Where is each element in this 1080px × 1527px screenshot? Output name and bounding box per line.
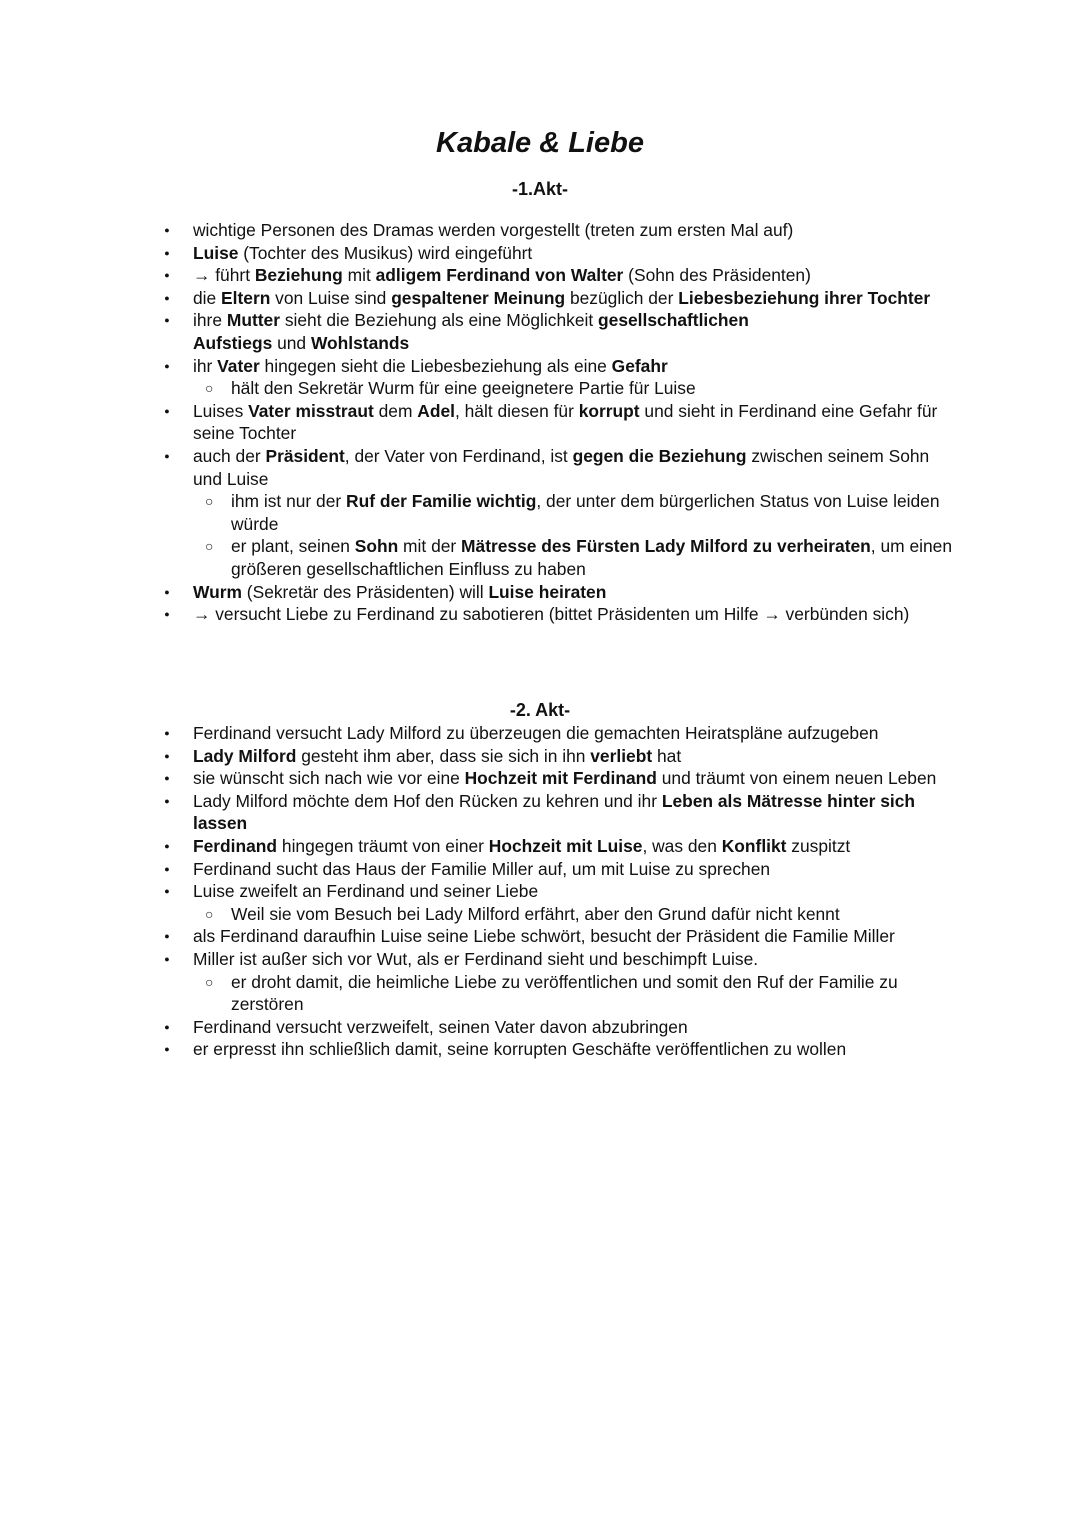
sub-list-item: [205, 535, 963, 580]
text-run: hält den Sekretär Wurm für eine geeignetere Partie für Luise: [231, 378, 696, 399]
bold-text: gesellschaftlichen: [598, 310, 749, 331]
bullet-dot-icon: ●: [164, 247, 170, 258]
bold-text: Gefahr: [611, 355, 668, 376]
text-run: Luises: [193, 400, 249, 421]
list-item-text: [193, 310, 749, 353]
text-run: Luise zweifelt an Ferdinand und seiner Liebe: [193, 881, 539, 902]
bullet-dot-icon: ●: [164, 750, 170, 761]
list-item: [164, 1016, 963, 1039]
bullet-dot-icon: ●: [164, 863, 170, 874]
bullet-dot-icon: ●: [164, 953, 170, 964]
bullet-dot-icon: ●: [164, 931, 170, 942]
list-item-text: [193, 446, 929, 489]
bold-text: Wohlstands: [310, 332, 410, 353]
text-run: und träumt von einem neuen Leben: [656, 768, 937, 789]
bold-text: Luise heiraten: [488, 581, 607, 602]
text-run: sie wünscht sich nach wie vor eine: [193, 768, 465, 789]
text-run: als Ferdinand daraufhin Luise seine Liebe schwört, besucht der Präsident die Familie Miller: [193, 926, 895, 947]
text-run: , der Vater von Ferdinand, ist: [344, 445, 573, 466]
text-run: , der unter dem bürgerlichen Status von Luise leiden würde: [231, 491, 940, 534]
bullet-dot-icon: ●: [164, 840, 170, 851]
text-run: hingegen träumt von einer: [277, 835, 489, 856]
text-run: ihm ist nur der: [231, 491, 347, 512]
text-run: Ferdinand versucht Lady Milford zu überzeugen die gemachten Heiratspläne aufzugeben: [193, 723, 879, 743]
text-run: wichtige Personen des Dramas werden vorgestellt (treten zum ersten Mal auf): [193, 220, 794, 240]
text-run: mit: [342, 265, 376, 286]
sub-list-item-text: [231, 378, 696, 398]
text-run: dem: [373, 400, 418, 421]
text-run: von Luise sind: [270, 287, 392, 308]
text-run: zuspitzt: [786, 835, 851, 856]
list-item: [164, 1038, 963, 1061]
bold-text: Beziehung: [254, 265, 343, 286]
text-run: , um einen größeren gesellschaftlichen Einfluss zu haben: [231, 536, 953, 579]
list-item: [164, 309, 963, 354]
bullet-circle-icon: ○: [205, 538, 214, 555]
text-run: (Tochter des Musikus) wird eingeführt: [238, 242, 533, 263]
text-run: (Sekretär des Präsidenten) will: [241, 581, 489, 602]
bullet-circle-icon: ○: [205, 380, 214, 397]
sub-list: [193, 377, 963, 400]
bullet-dot-icon: ●: [164, 1021, 170, 1032]
list-item: [164, 445, 963, 581]
text-run: Ferdinand versucht verzweifelt, seinen Vater davon abzubringen: [193, 1016, 688, 1037]
sub-list-item-text: [231, 972, 898, 1015]
sub-list: [193, 490, 963, 580]
list-item-text: [193, 220, 793, 240]
text-run: Lady Milford möchte dem Hof den Rücken zu kehren und ihr: [193, 790, 662, 811]
bold-text: Sohn: [354, 536, 399, 557]
text-run: Miller ist außer sich vor Wut, als er Ferdinand sieht und beschimpft Luise.: [193, 948, 759, 969]
bold-text: Liebesbeziehung ihrer Tochter: [678, 287, 931, 308]
list-item-text: [193, 881, 538, 901]
bullet-dot-icon: ●: [164, 225, 170, 235]
bold-text: Hochzeit mit Luise: [488, 835, 643, 856]
sub-list-item-text: [231, 536, 952, 579]
sub-list-item: [205, 377, 963, 400]
page-title: Kabale & Liebe: [436, 127, 644, 159]
bold-text: Ruf der Familie wichtig: [346, 491, 537, 512]
list-item-text: [193, 265, 811, 285]
section-heading-akt-2: -2. Akt-: [509, 700, 571, 720]
text-run: , was den: [642, 835, 722, 856]
bold-text: Präsident: [265, 445, 345, 466]
list-item-text: [193, 243, 532, 263]
list-item-text: [193, 356, 668, 376]
sub-list-item: [205, 971, 963, 1016]
bullet-dot-icon: ●: [164, 315, 170, 326]
text-run: er erpresst ihn schließlich damit, seine korrupten Geschäfte veröffentlichen zu wollen: [193, 1039, 847, 1060]
list-item-text: [193, 604, 909, 624]
bold-text: Konflikt: [721, 835, 787, 856]
bold-text: Vater: [217, 355, 260, 376]
bullet-dot-icon: ●: [164, 292, 170, 303]
bold-text: Wurm: [193, 581, 242, 602]
text-run: und: [272, 332, 311, 353]
bold-text: Hochzeit mit Ferdinand: [464, 768, 657, 789]
text-run: und sieht in Ferdinand eine Gefahr für seine Tochter: [193, 400, 938, 444]
bullet-dot-icon: ●: [164, 450, 170, 461]
list-item-text: [193, 723, 878, 743]
text-run: ihre: [193, 310, 227, 331]
list-item: [164, 603, 963, 626]
bold-text: adligem Ferdinand von Walter: [375, 265, 624, 286]
bullet-dot-icon: ●: [164, 773, 170, 784]
text-run: die: [193, 287, 222, 308]
sub-list: [193, 903, 963, 926]
text-run: , hält diesen für: [454, 400, 579, 421]
list-item: [164, 242, 963, 265]
bold-text: Lady Milford: [193, 745, 297, 766]
list-item-text: [193, 288, 930, 308]
sub-list-item: [205, 903, 963, 926]
list-item-text: [193, 582, 606, 602]
list-item: [164, 219, 963, 242]
bold-text: Eltern: [221, 287, 271, 308]
list-item: [164, 858, 963, 881]
bold-text: Vater misstraut: [248, 400, 374, 421]
bold-text: korrupt: [578, 400, 640, 421]
text-run: gesteht ihm aber, dass sie sich in ihn: [296, 745, 591, 766]
list-item: [164, 880, 963, 925]
text-run: hat: [652, 745, 682, 766]
list-item-text: [193, 836, 850, 856]
list-item: [164, 767, 963, 790]
text-run: Ferdinand sucht das Haus der Familie Miller auf, um mit Luise zu sprechen: [193, 858, 771, 879]
bullet-list-akt-2: [164, 722, 963, 1061]
bullet-dot-icon: ●: [164, 728, 170, 738]
bullet-circle-icon: ○: [205, 905, 214, 922]
bold-text: verliebt: [590, 745, 653, 766]
bullet-dot-icon: ●: [164, 405, 170, 416]
list-item: [164, 790, 963, 835]
text-run: bezüglich der: [565, 287, 679, 308]
text-run: → versucht Liebe zu Ferdinand zu sabotieren (bittet Präsidenten um Hilfe → verbünden sich): [193, 604, 910, 625]
bold-text: Adel: [417, 400, 455, 421]
bold-text: gegen die Beziehung: [572, 445, 747, 466]
list-item: [164, 722, 963, 745]
bold-text: gespaltener Meinung: [391, 287, 566, 308]
bold-text: Luise: [193, 242, 239, 263]
text-run: hingegen sieht die Liebesbeziehung als eine: [259, 355, 612, 376]
list-item: [164, 745, 963, 768]
list-item: [164, 835, 963, 858]
text-run: (Sohn des Präsidenten): [623, 265, 811, 286]
bold-text: Mätresse des Fürsten Lady Milford zu verheiraten: [461, 536, 871, 557]
bold-text: Aufstiegs: [193, 332, 273, 353]
list-item: [164, 925, 963, 948]
text-run: auch der: [193, 445, 266, 466]
list-item-text: [193, 949, 758, 969]
bullet-dot-icon: ●: [164, 609, 170, 620]
bullet-dot-icon: ●: [164, 360, 170, 371]
list-item-text: [193, 746, 681, 766]
text-run: sieht die Beziehung als eine Möglichkeit: [279, 310, 599, 331]
sub-list: [193, 971, 963, 1016]
list-item-text: [193, 768, 936, 788]
list-item: [164, 581, 963, 604]
list-item: [164, 287, 963, 310]
list-item: [164, 355, 963, 400]
list-item-text: [193, 1039, 846, 1059]
bullet-list-akt-1: [164, 219, 963, 626]
bullet-dot-icon: ●: [164, 1044, 170, 1055]
list-item-text: [193, 1017, 688, 1037]
sub-list-item-text: [231, 904, 840, 924]
text-run: → führt: [193, 265, 255, 286]
bullet-circle-icon: ○: [205, 973, 214, 990]
text-run: er droht damit, die heimliche Liebe zu veröffentlichen und somit den Ruf der Familie zu zerstören: [231, 971, 898, 1015]
text-run: mit der: [398, 536, 462, 557]
list-item-text: [193, 401, 937, 444]
list-item: [164, 948, 963, 1016]
text-run: er plant, seinen: [231, 536, 355, 557]
bullet-dot-icon: ●: [164, 586, 170, 597]
list-item: [164, 264, 963, 287]
bold-text: Leben als Mätresse hinter sich lassen: [193, 790, 916, 834]
list-item-text: [193, 859, 770, 879]
bold-text: Ferdinand: [193, 835, 278, 856]
bullet-circle-icon: ○: [205, 493, 214, 510]
bold-text: Mutter: [226, 310, 280, 331]
list-item-text: [193, 791, 915, 834]
bullet-dot-icon: ●: [164, 795, 170, 806]
sub-list-item: [205, 490, 963, 535]
bullet-dot-icon: ●: [164, 886, 170, 897]
text-run: ihr: [193, 355, 218, 376]
section-heading-akt-1: -1.Akt-: [511, 179, 568, 199]
text-run: zwischen seinem Sohn und Luise: [193, 445, 930, 489]
text-run: Weil sie vom Besuch bei Lady Milford erfährt, aber den Grund dafür nicht kennt: [231, 903, 840, 924]
sub-list-item-text: [231, 491, 940, 534]
list-item-text: [193, 926, 895, 946]
list-item: [164, 400, 963, 445]
bullet-dot-icon: ●: [164, 270, 170, 281]
